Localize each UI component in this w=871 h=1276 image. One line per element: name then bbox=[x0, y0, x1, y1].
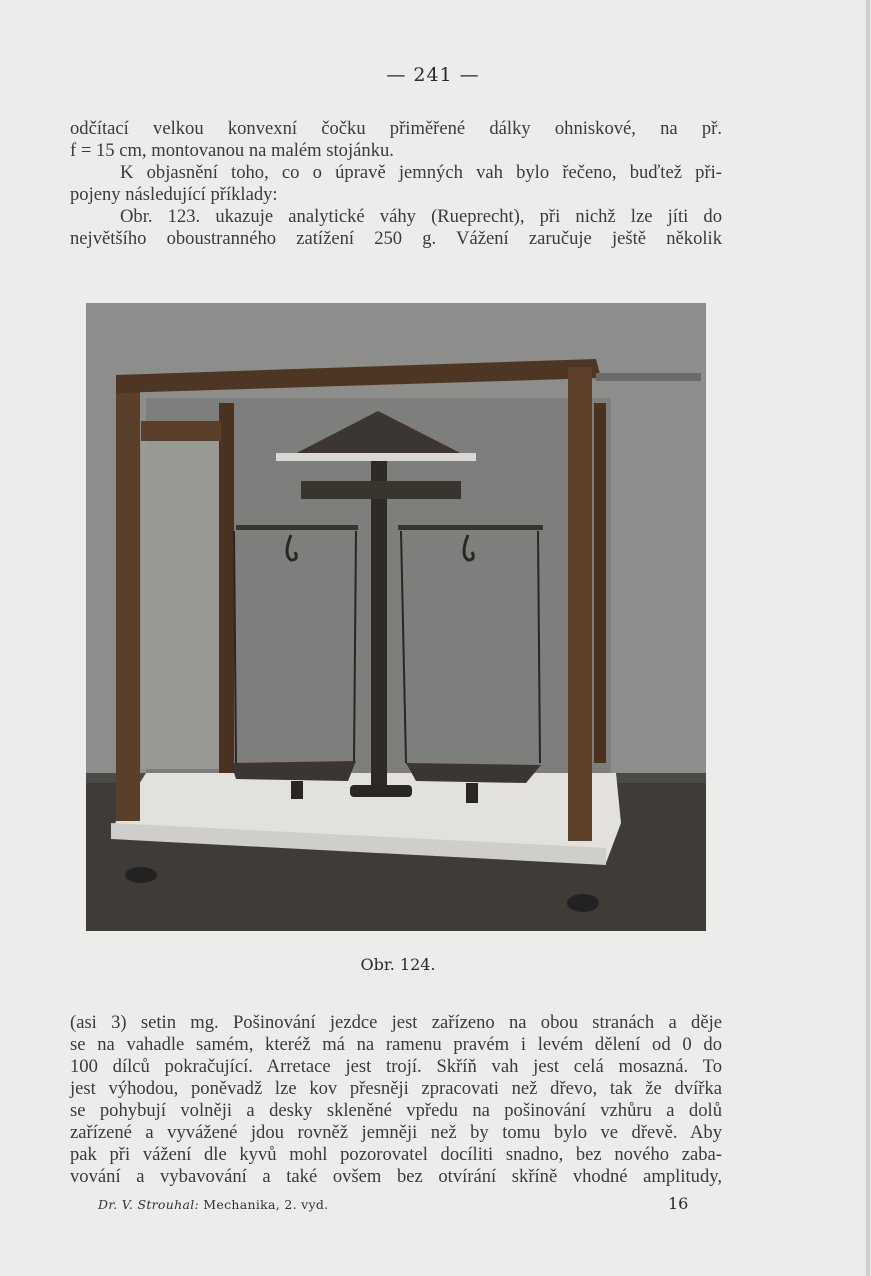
figure-balance-photo bbox=[86, 303, 706, 931]
text-line: vování a vybavování a také ovšem bez otvírání skříně vhodné amplitudy, bbox=[70, 1166, 722, 1187]
text-line: se na vahadle samém, kteréž má na ramenu pravém i levém dělení od 0 do bbox=[70, 1034, 722, 1055]
text-line: odčítací velkou konvexní čočku přiměřené dálky ohniskové, na př. bbox=[70, 118, 722, 139]
text-line: pojeny následující příklady: bbox=[70, 184, 278, 205]
text-line: zařízené a vyvážené jdou rovněž jemněji než by tomu bylo ve dřevě. Aby bbox=[70, 1122, 722, 1143]
footer-sheet-number: 16 bbox=[668, 1194, 689, 1213]
balance-illustration bbox=[86, 303, 706, 931]
text-line: Obr. 123. ukazuje analytické váhy (Rueprecht), při nichž lze jíti do bbox=[120, 206, 722, 227]
figure-caption: Obr. 124. bbox=[360, 955, 436, 974]
text-line: se pohybují volněji a desky skleněné vpředu na pošinování vzhůru a dolů bbox=[70, 1100, 722, 1121]
page-number: — 241 — bbox=[386, 64, 480, 86]
top-text-block bbox=[70, 118, 722, 250]
text-line: pak při vážení dle kyvů mohl pozorovatel docíliti snadno, bez nového zaba- bbox=[70, 1144, 722, 1165]
footer-signature bbox=[98, 1197, 328, 1212]
text-line: největšího oboustranného zatížení 250 g. Vážení zaručuje ještě několik bbox=[70, 228, 722, 249]
text-line: 100 dílců pokračující. Arretace jest trojí. Skříň vah jest celá mosazná. To bbox=[70, 1056, 722, 1077]
bottom-text-block bbox=[70, 1012, 722, 1188]
text-line: jest výhodou, poněvadž lze kov přesněji zpracovati než dřevo, tak že dvířka bbox=[70, 1078, 722, 1099]
text-line: (asi 3) setin mg. Pošinování jezdce jest zařízeno na obou stranách a děje bbox=[70, 1012, 722, 1033]
text-line: K objasnění toho, co o úpravě jemných vah bylo řečeno, buďtež při- bbox=[120, 162, 722, 183]
footer-author: Dr. V. Strouhal: bbox=[98, 1197, 200, 1212]
text-line: f = 15 cm, montovanou na malém stojánku. bbox=[70, 140, 394, 161]
footer-book: Mechanika, 2. vyd. bbox=[203, 1197, 329, 1212]
